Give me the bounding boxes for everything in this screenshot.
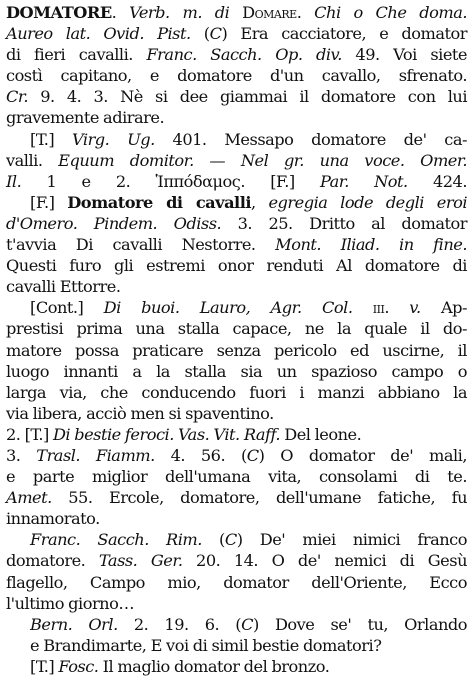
entry-text: Il.	[6, 171, 22, 191]
entry-line	[6, 318, 467, 339]
entry-text: 1 e 2. Ἱππόδαμος. [F.]	[21, 171, 320, 191]
entry-text: Equum domitor. — Nel gr. una voce. Omer.	[58, 150, 467, 170]
entry-line	[6, 65, 467, 86]
entry-line	[6, 593, 467, 614]
entry-text: Bern. Orl.	[30, 614, 118, 634]
entry-line	[6, 424, 467, 445]
entry-text: Mont. Iliad. in fine.	[275, 235, 467, 255]
entry-line	[6, 297, 467, 318]
entry-text: di fieri cavalli.	[6, 45, 147, 65]
entry-text: (	[201, 530, 225, 550]
entry-line	[6, 550, 467, 571]
entry-text: 401. Messapo domatore de' ca-	[154, 129, 467, 149]
entry-text: Ap-	[420, 298, 468, 318]
entry-line	[6, 234, 467, 255]
entry-line	[6, 572, 467, 593]
entry-line	[6, 614, 467, 635]
entry-line	[6, 107, 467, 128]
entry-text: 4. 56. (	[154, 445, 247, 465]
entry-text: iii.	[352, 298, 410, 318]
entry-text: [F.]	[30, 192, 68, 212]
dictionary-entry-domatore	[6, 2, 467, 677]
entry-text: 424.	[407, 171, 467, 191]
entry-text: [T.]	[30, 656, 59, 676]
entry-line	[6, 192, 467, 213]
entry-text: flagello, Campo mio, domator dell'Oriente, Ecco	[6, 572, 467, 592]
entry-line	[6, 403, 467, 424]
entry-text: Fosc.	[58, 656, 99, 676]
entry-text: e Brandimarte, E voi di simil bestie domatori?	[30, 635, 382, 655]
entry-text: Aureo lat. Ovid. Pist.	[6, 24, 191, 44]
entry-text: C	[241, 614, 254, 634]
entry-text: v.	[409, 298, 421, 318]
entry-line	[6, 508, 467, 529]
entry-text: (	[190, 24, 210, 44]
entry-text: via libera, acciò men si spaventino.	[6, 403, 274, 423]
entry-text: valli.	[6, 150, 59, 170]
headword-text: Domatore di cavalli	[67, 192, 252, 212]
entry-line	[6, 276, 467, 297]
entry-text: innamorato.	[6, 509, 100, 529]
entry-line	[6, 255, 467, 276]
entry-text: Par. Not.	[319, 171, 408, 191]
entry-text: 3.	[6, 445, 37, 465]
entry-text: .	[111, 3, 130, 22]
entry-text: Verb. m. di	[129, 3, 243, 22]
entry-line	[6, 382, 467, 403]
entry-text: l'ultimo giorno…	[6, 593, 135, 613]
entry-text: [Cont.]	[30, 298, 104, 318]
entry-line	[6, 23, 467, 44]
entry-text: d'Omero. Pindem. Odiss.	[6, 213, 222, 233]
entry-line	[6, 656, 467, 677]
entry-line	[6, 129, 467, 150]
entry-text: 9. 4. 3. Nè si dee giammai il domatore con lui	[28, 87, 467, 107]
entry-line	[6, 466, 467, 487]
entry-text: C	[246, 445, 259, 465]
entry-line	[6, 44, 467, 65]
entry-text: Virg. Ug.	[71, 129, 155, 149]
entry-line	[6, 487, 467, 508]
entry-text: cavalli Ettorre.	[6, 277, 121, 297]
entry-text: t'avvia Di cavalli Nestorre.	[6, 235, 276, 255]
entry-text: e parte miglior dell'umana vita, consolami di te.	[6, 467, 467, 487]
entry-text: 20. 14. O de' nemici di Gesù	[182, 551, 467, 571]
entry-text: Del leone.	[280, 424, 362, 444]
entry-line	[6, 340, 467, 361]
entry-line	[6, 2, 467, 23]
entry-text: ) O domator de' mali,	[258, 445, 467, 465]
entry-text: 55. Ercole, domatore, dell'umane fatiche, fu	[51, 488, 467, 508]
entry-text: 2. [T.]	[6, 424, 53, 444]
entry-line	[6, 445, 467, 466]
entry-text: Di buoi. Lauro, Agr. Col.	[103, 298, 353, 318]
entry-text: larga via, che conducendo fuori i manzi abbiano la	[6, 382, 467, 402]
entry-text: ) De' miei nimici franco	[236, 530, 467, 550]
entry-line	[6, 213, 467, 234]
entry-text: egregia lode degli eroi	[268, 192, 467, 212]
entry-text: Trasl. Fiamm.	[36, 445, 155, 465]
entry-text: ,	[251, 192, 269, 212]
entry-text: domatore.	[6, 551, 99, 571]
entry-line	[6, 150, 467, 171]
entry-line	[6, 361, 467, 382]
entry-line	[6, 86, 467, 107]
entry-text: Amet.	[6, 488, 52, 508]
entry-text: Chi o Che doma.	[314, 3, 467, 22]
entry-line	[6, 171, 467, 192]
entry-text: Franc. Sacch. Op. div.	[146, 45, 342, 65]
entry-text: Cr.	[6, 87, 28, 107]
entry-text: luogo innanti a la stalla sia un spazioso campo o	[6, 361, 467, 381]
entry-text: 2. 19. 6. (	[117, 614, 242, 634]
entry-text: matore possa praticare senza pericolo ed uscirne, il	[6, 340, 467, 360]
entry-line	[6, 529, 467, 550]
entry-text: costì capitano, e domatore d'un cavallo, sfrenato.	[6, 66, 467, 86]
entry-text: Franc. Sacch. Rim.	[30, 530, 202, 550]
entry-text: ) Dove se' tu, Orlando	[253, 614, 467, 634]
entry-text: Questi furo gli estremi onor renduti Al domatore di	[6, 256, 467, 276]
entry-text: 3. 25. Dritto al domator	[221, 213, 467, 233]
entry-text: prestisi prima una stalla capace, ne la quale il do-	[6, 319, 467, 339]
entry-text: Di bestie feroci. Vas. Vit. Raff.	[52, 424, 281, 444]
entry-text: ) Era cacciatore, e domator	[221, 24, 467, 44]
entry-text: Tass. Ger.	[98, 551, 183, 571]
entry-text: 49. Voi siete	[341, 45, 467, 65]
headword-text: DOMATORE	[6, 3, 112, 22]
entry-text: C	[224, 530, 237, 550]
entry-text: C	[209, 24, 222, 44]
entry-text: [T.]	[30, 129, 72, 149]
entry-line	[6, 635, 467, 656]
entry-text: Domare	[242, 3, 297, 22]
entry-text: Il maglio domator del bronzo.	[98, 656, 330, 676]
entry-text: .	[296, 3, 315, 22]
entry-text: gravemente adirare.	[6, 108, 165, 128]
